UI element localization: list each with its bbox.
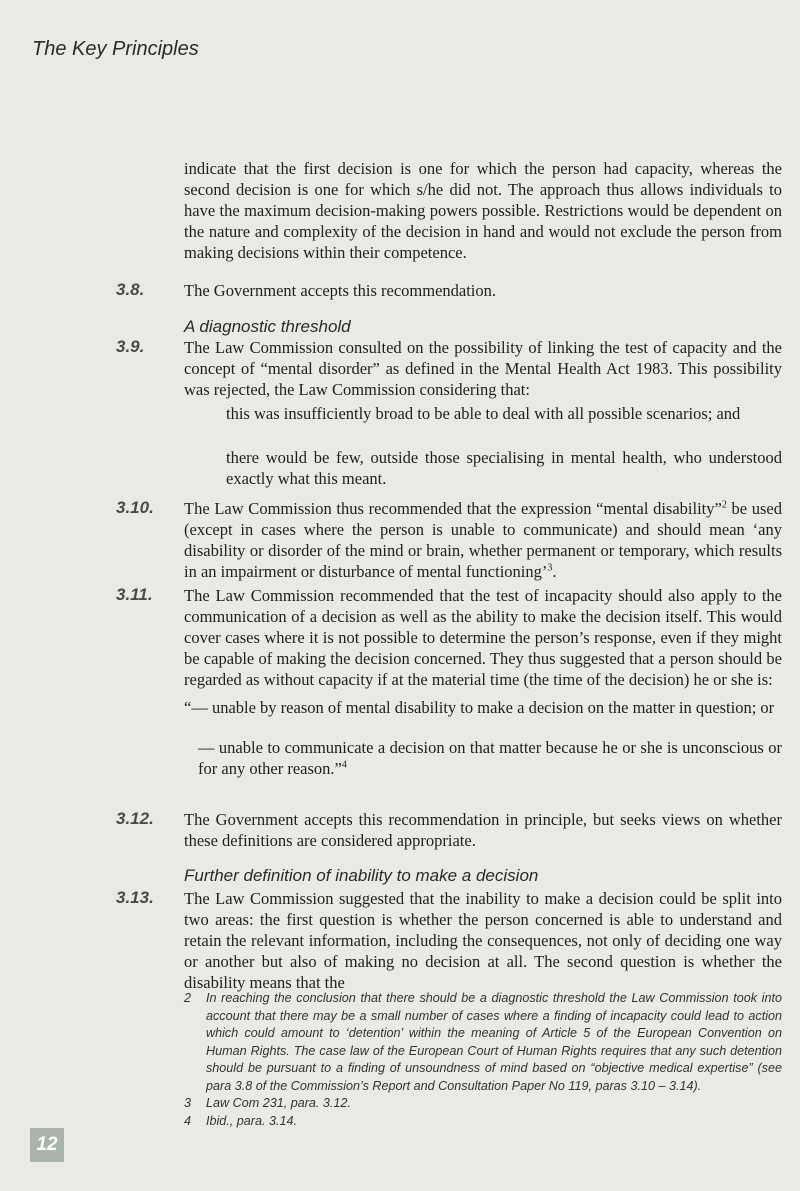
para-3-9-quote-1: this was insufficiently broad to be able to deal with all possible scenarios; and — [226, 404, 741, 423]
para-number-3-11: 3.11. — [116, 585, 153, 604]
footnote-2 — [184, 990, 782, 1095]
para-3-10-text-b: be used (except in cases where the person is unable to communicate) and should mean ‘any disability or disorder of the mind or brain, whether permanent or temporary, which results in an impairment or disturbance of mental functioning’ — [184, 499, 782, 581]
para-3-12-text: The Government accepts this recommendation in principle, but seeks views on whether these definitions are considered appropriate. — [184, 810, 782, 850]
para-3-10-text-c: . — [552, 562, 557, 581]
intro-paragraph: indicate that the first decision is one for which the person had capacity, whereas the second decision is one for which s/he did not. The approach thus allows individuals to have the maximum decision-making powers possible. Restrictions would be dependent on the nature and complexity of the decision in hand and would not exclude the person from making decisions within their competence. — [184, 159, 782, 262]
para-3-10-text-a: The Law Commission thus recommended that the expression “mental disability” — [184, 499, 722, 518]
footnotes — [184, 990, 782, 1130]
para-number-3-9: 3.9. — [116, 337, 145, 356]
footnote-3 — [184, 1095, 782, 1113]
para-number-3-12: 3.12. — [116, 809, 154, 828]
footnote-ref-2: 2 — [721, 499, 727, 511]
para-number-3-13: 3.13. — [116, 888, 154, 907]
para-3-11-quote-2-text: — unable to communicate a decision on that matter because he or she is unconscious or for any other reason.” — [198, 738, 782, 778]
footnote-text: Ibid., para. 3.14. — [206, 1113, 298, 1128]
para-number-3-8: 3.8. — [116, 280, 145, 299]
section-heading-further-definition: Further definition of inability to make a decision — [184, 866, 539, 885]
running-header: The Key Principles — [32, 38, 199, 60]
footnote-text: In reaching the conclusion that there should be a diagnostic threshold the Law Commission took into account that there may be a small number of cases where a finding of incapacity could lead to action which could amount to ‘detention’ within the meaning of Article 5 of the European Convention on Human Rights. The case law of the European Court of Human Rights requires that any such detention should be pursuant to a finding of unsoundness of mind based on “objective medical expertise” (see para 3.8 of the Commission’s Report and Consultation Paper No 119, paras 3.10 – 3.14). — [206, 991, 782, 1093]
para-3-11-quote-2 — [198, 737, 782, 779]
para-3-11-text: The Law Commission recommended that the test of incapacity should also apply to the communication of a decision as well as the ability to make the decision itself. This would cover cases where it is not possible to determine the person’s response, even if they might be capable of making the decision concerned. They thus suggested that a person should be regarded as without capacity if at the material time (the time of the decision) he or she is: — [184, 586, 782, 689]
footnote-number: 3 — [184, 1096, 192, 1110]
para-3-9-text: The Law Commission consulted on the possibility of linking the test of capacity and the concept of “mental disorder” as defined in the Mental Health Act 1983. This possibility was rejected, the Law Commission considering that: — [184, 338, 782, 399]
para-3-8-text: The Government accepts this recommendation. — [184, 281, 497, 300]
section-heading-diagnostic-threshold: A diagnostic threshold — [184, 317, 351, 336]
para-number-3-10: 3.10. — [116, 498, 154, 517]
footnote-ref-3: 3 — [547, 562, 553, 574]
para-3-13-text: The Law Commission suggested that the inability to make a decision could be split into two areas: the first question is whether the person concerned is able to understand and retain the relevant information, including the consequences, not only of deciding one way or another but also of making no decision at all. The second question is whether the disability means that the — [184, 889, 782, 992]
para-3-10-text — [184, 498, 782, 582]
para-3-9-quote-2: there would be few, outside those specialising in mental health, who understood exactly what this meant. — [226, 448, 782, 488]
footnote-ref-4: 4 — [341, 759, 347, 771]
footnote-number: 4 — [184, 1113, 192, 1128]
footnote-number: 2 — [184, 991, 192, 1005]
footnote-4 — [184, 1113, 782, 1131]
footnote-text: Law Com 231, para. 3.12. — [206, 1096, 351, 1110]
page-number-tab: 12 — [30, 1128, 64, 1162]
para-3-11-quote-1: “— unable by reason of mental disability to make a decision on the matter in question; or — [184, 698, 775, 717]
